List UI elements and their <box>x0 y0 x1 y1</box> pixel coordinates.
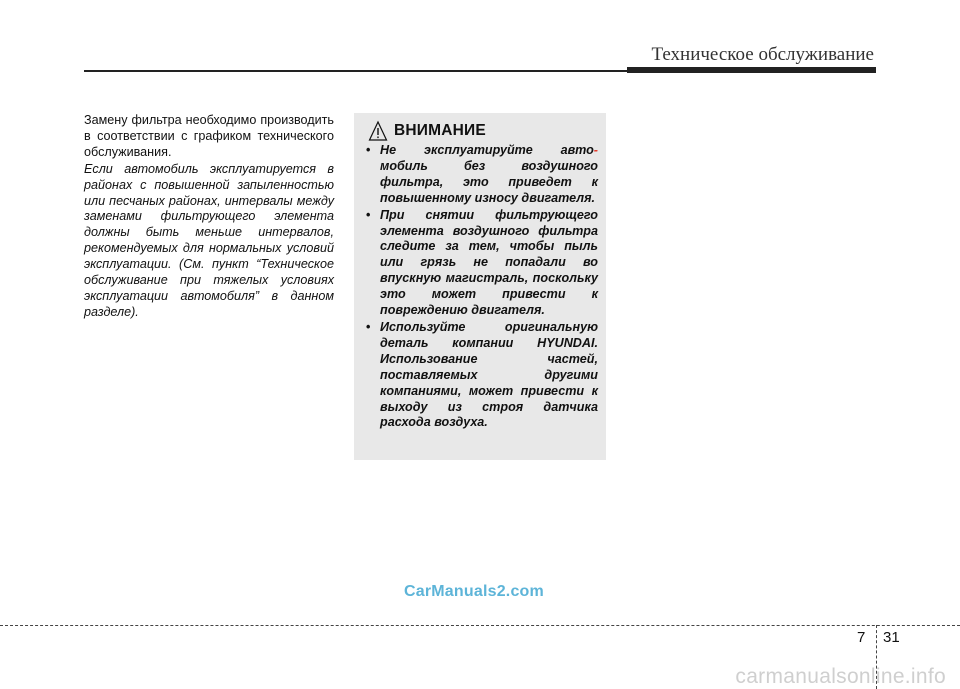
site-footer-watermark: carmanualsonline.info <box>735 665 946 688</box>
bullet: • <box>366 319 371 334</box>
warning-item-1-text-a: Не эксплуатируйте авто <box>380 143 594 157</box>
watermark-logo: CarManuals2.com <box>404 583 544 600</box>
footer-divider <box>0 625 960 626</box>
section-title: Техническое обслуживание <box>651 44 874 65</box>
warning-item-3-text: Используйте оригинальную деталь компании HYUNDAI. Использование частей, поставляемых другими компаниями, может привести к выходу из строя датчика расхода воздуха. <box>380 319 598 430</box>
warning-list <box>366 143 598 432</box>
warning-item-2-text: При снятии фильтрующего элемента воздушного фильтра следите за тем, чтобы пыль или грязь не попадали во впускную магистраль, поскольку это может привести к повреждению двигателя. <box>380 207 598 318</box>
warning-item-1-text-b: мобиль без воздушного фильтра, это приведет к повышенному износу двигателя. <box>380 158 598 205</box>
warning-hyphen: - <box>593 143 598 157</box>
warning-triangle-icon <box>368 120 388 142</box>
chapter-number: 7 <box>857 629 866 646</box>
warning-item <box>366 208 598 319</box>
warning-item <box>366 320 598 431</box>
warning-box <box>354 113 606 460</box>
header-rule-thin <box>84 70 630 72</box>
paragraph-replacement-schedule: Замену фильтра необходимо производить в соответствии с графиком технического обслуживания. <box>84 113 334 159</box>
left-column-text <box>84 113 334 321</box>
warning-header <box>368 120 486 142</box>
bullet: • <box>366 207 371 222</box>
bullet: • <box>366 143 371 157</box>
warning-item <box>366 143 598 207</box>
header-rule-thick <box>627 67 876 73</box>
page-number: 31 <box>883 629 900 646</box>
warning-title: ВНИМАНИЕ <box>394 122 486 139</box>
paragraph-dusty-conditions: Если автомобиль эксплуатируется в районах с повышенной запыленностью или песчаных районах, интервалы между заменами фильтрующего элемента должны быть меньше интервалов, рекомендуемых для нормальных условий эксплуатации. (См. пункт “Техническое обслуживание при тяжелых условиях эксплуатации автомобиля” в данном разделе). <box>84 161 334 319</box>
